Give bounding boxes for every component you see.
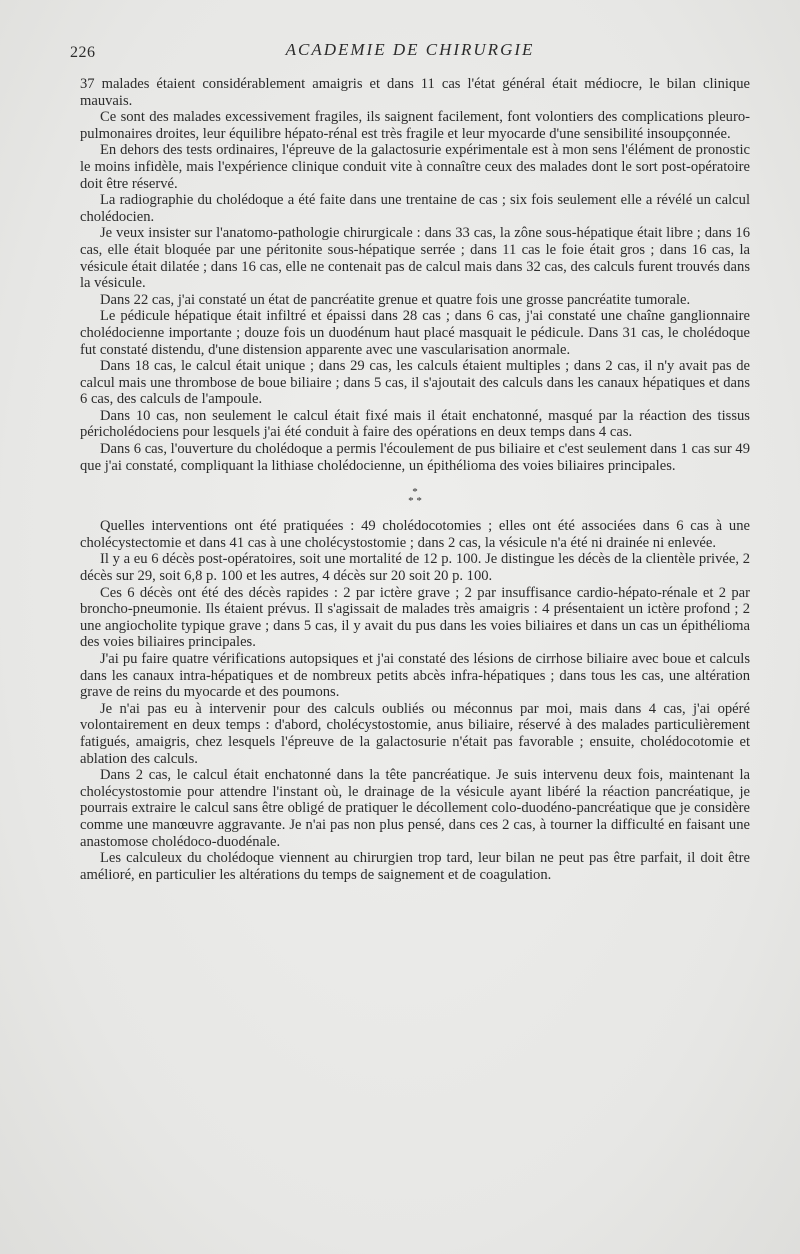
paragraph: Quelles interventions ont été pratiquées : 49 cholédocotomies ; elles ont été associées dans 6 cas à une cholécystectomie et dans 41 cas à une cholécystostomie ; dans 2 cas, la vésicule n'a été ni drainée ni enlevée. xyxy=(80,518,750,551)
paragraph: Les calculeux du cholédoque viennent au chirurgien trop tard, leur bilan ne peut pas être parfait, il doit être amélioré, en particulier les altérations du temps de saignement et de coagulation. xyxy=(80,850,750,883)
paragraph: Dans 6 cas, l'ouverture du cholédoque a permis l'écoulement de pus biliaire et c'est seulement dans 1 cas sur 49 que j'ai constaté, compliquant la lithiase cholédocienne, un épithélioma des voies biliaires principales. xyxy=(80,441,750,474)
body-text xyxy=(80,76,750,883)
section-separator xyxy=(80,488,750,506)
separator-top: * xyxy=(412,486,418,499)
paragraph: 37 malades étaient considérablement amaigris et dans 11 cas l'état général était médiocre, le bilan clinique mauvais. xyxy=(80,76,750,109)
paragraph: La radiographie du cholédoque a été faite dans une trentaine de cas ; six fois seulement elle a révélé un calcul cholédocien. xyxy=(80,192,750,225)
paragraph: J'ai pu faire quatre vérifications autopsiques et j'ai constaté des lésions de cirrhose biliaire avec boue et calculs dans les canaux intra-hépatiques et de nombreux petits abcès infra-hépatiques ; dans tous les cas, une altération grave de reins du myocarde et des poumons. xyxy=(80,651,750,701)
paragraph: Il y a eu 6 décès post-opératoires, soit une mortalité de 12 p. 100. Je distingue les décès de la clientèle privée, 2 décès sur 29, soit 6,8 p. 100 et les autres, 4 décès sur 20 soit 20 p. 100. xyxy=(80,551,750,585)
paragraph: Je veux insister sur l'anatomo-pathologie chirurgicale : dans 33 cas, la zône sous-hépatique était libre ; dans 16 cas, elle était bloquée par une péritonite sous-hépatique serrée ; dans 11 cas le foie était gros ; dans 16 cas, la vésicule était dilatée ; dans 16 cas, elle ne contenait pas de calcul mais dans 32 cas, des calculs furent trouvés dans la vésicule. xyxy=(80,225,750,292)
page-number: 226 xyxy=(70,44,96,61)
paragraph: Ces 6 décès ont été des décès rapides : 2 par ictère grave ; 2 par insuffisance cardio-hépato-rénale et 2 par broncho-pneumonie. Ils étaient prévus. Il s'agissait de malades très amaigris : 4 présentaient un ictère profond ; 2 une angiocholite typique grave ; dans 5 cas, il y avait du pus dans les voies biliaires et dans un cas un épithélioma des voies biliaires principales. xyxy=(80,584,750,651)
running-title: ACADEMIE DE CHIRURGIE xyxy=(285,40,535,59)
paragraph: Dans 22 cas, j'ai constaté un état de pancréatite grenue et quatre fois une grosse pancréatite tumorale. xyxy=(100,291,691,308)
paragraph: Dans 2 cas, le calcul était enchatonné dans la tête pancréatique. Je suis intervenu deux fois, maintenant la cholécystostomie pour attendre l'instant où, le drainage de la vésicule ayant libéré la réaction pancréatique, je pourrais extraire le calcul sans être obligé de pratiquer le décollement colo-duodéno-pancréatique que je considère comme une manœuvre aggravante. Je n'ai pas non plus pensé, dans ces 2 cas, à tourner la difficulté en faisant une anastomose cholédoco-duodénale. xyxy=(80,767,750,850)
paragraph: Ce sont des malades excessivement fragiles, ils saignent facilement, font volontiers des complications pleuro-pulmonaires droites, leur équilibre hépato-rénal est très fragile et leur myocarde d'une sensibilité insoupçonnée. xyxy=(80,109,750,142)
separator-bottom: * * xyxy=(408,495,422,508)
paragraph: Dans 18 cas, le calcul était unique ; dans 29 cas, les calculs étaient multiples ; dans 2 cas, il n'y avait pas de calcul mais une thrombose de boue biliaire ; dans 5 cas, il s'ajoutait des calculs dans les canaux hépatiques et dans 6 cas, des calculs de l'ampoule. xyxy=(80,358,750,408)
paragraph: En dehors des tests ordinaires, l'épreuve de la galactosurie expérimentale est à mon sens l'élément de pronostic le moins infidèle, mais l'expérience clinique conduit vite à connaître ceux des malades dont le sort post-opératoire doit être réservé. xyxy=(80,142,750,192)
page-header xyxy=(70,40,750,64)
paragraph: Je n'ai pas eu à intervenir pour des calculs oubliés ou méconnus par moi, mais dans 4 cas, j'ai opéré volontairement en deux temps : d'abord, cholécystostomie, anus biliaire, réservé à des malades particulièrement fatigués, amaigris, chez lesquels l'épreuve de la galactosurie n'était pas favorable ; ensuite, cholédocotomie et ablation des calculs. xyxy=(80,700,750,767)
paragraph: Le pédicule hépatique était infiltré et épaissi dans 28 cas ; dans 6 cas, j'ai constaté une chaîne ganglionnaire cholédocienne importante ; douze fois un duodénum haut placé masquait le pédicule. Dans 31 cas, le cholédoque fut constaté distendu, d'une distension apparente avec une vascularisation anormale. xyxy=(80,308,750,358)
paragraph: Dans 10 cas, non seulement le calcul était fixé mais il était enchatonné, masqué par la réaction des tissus péricholédociens pour lesquels j'ai été conduit à faire des opérations en deux temps dans 4 cas. xyxy=(80,407,750,441)
